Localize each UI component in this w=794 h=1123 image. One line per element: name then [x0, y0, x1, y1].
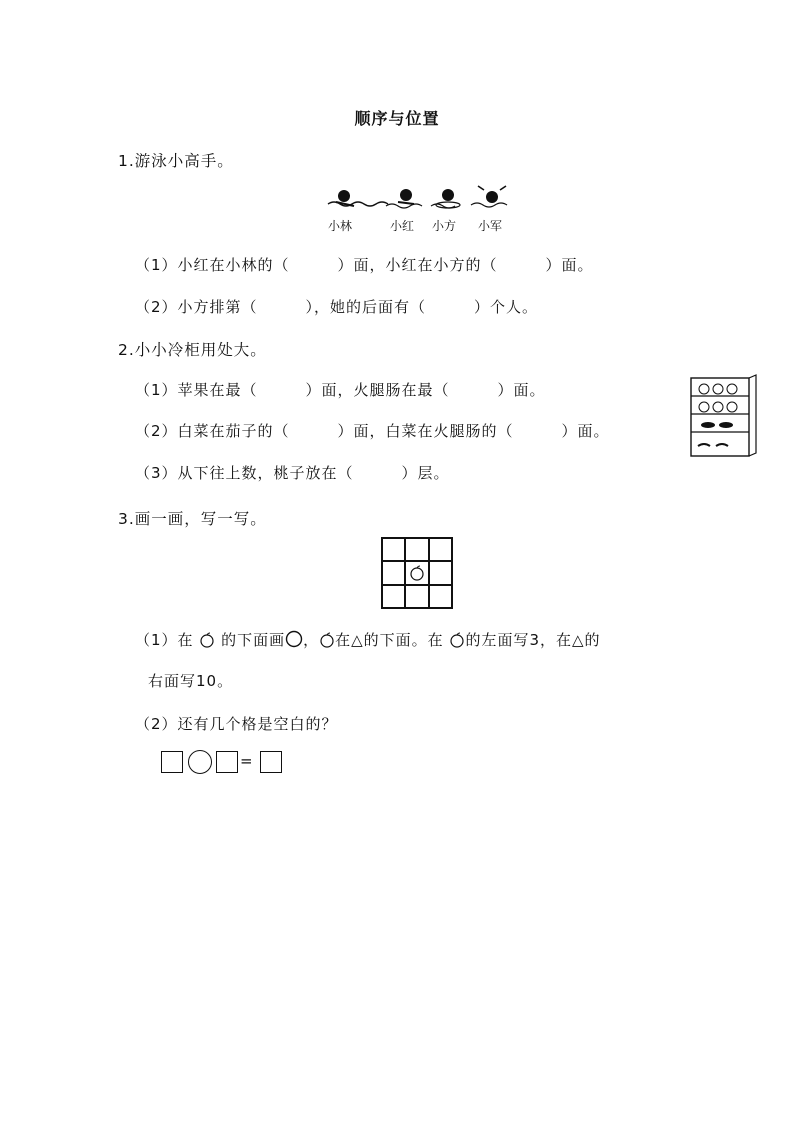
grid-cell: [382, 561, 405, 584]
swimmer-label-1: 小林: [328, 219, 353, 233]
answer-box-3[interactable]: [260, 751, 282, 773]
grid-cell-center: [405, 561, 428, 584]
apple-icon: [409, 565, 425, 581]
circle-icon: [285, 630, 303, 648]
swimmer-label-2: 小红: [390, 219, 415, 233]
swimmer-label-3: 小方: [432, 219, 457, 233]
question-1-item-2: （2）小方排第（ ），她的后面有（ ）个人。: [135, 298, 539, 316]
grid-cell: [429, 538, 452, 561]
question-2-item-1: （1）苹果在最（ ）面，火腿肠在最（ ）面。: [135, 381, 546, 399]
grid-cell: [405, 585, 428, 608]
apple-icon: [319, 632, 335, 648]
grid-cell: [429, 585, 452, 608]
question-3-heading: 3.画一画，写一写。: [118, 510, 267, 528]
grid-cell: [382, 538, 405, 561]
item-1-text-d: 在△的下面。在: [335, 631, 444, 649]
question-3-item-1: [135, 629, 601, 650]
question-3-item-1-line-2: 右面写10。: [148, 672, 234, 690]
question-2-item-2: （2）白菜在茄子的（ ）面，白菜在火腿肠的（ ）面。: [135, 422, 610, 440]
question-1-item-1: （1）小红在小林的（ ）面，小红在小方的（ ）面。: [135, 256, 594, 274]
apple-icon: [199, 632, 215, 648]
question-1-heading: 1.游泳小高手。: [118, 152, 234, 170]
operator-circle[interactable]: [188, 750, 212, 774]
answer-box-1[interactable]: [161, 751, 183, 773]
page-title: 顺序与位置: [354, 109, 440, 128]
apple-icon: [449, 632, 465, 648]
equals-sign: =: [240, 752, 254, 770]
item-1-text-c: ，: [303, 631, 320, 649]
grid-cell: [382, 585, 405, 608]
item-1-text-a: （1）在: [135, 631, 194, 649]
grid-cell: [405, 538, 428, 561]
item-1-text-b: 的下面画: [221, 631, 286, 649]
answer-box-2[interactable]: [216, 751, 238, 773]
question-2-item-3: （3）从下往上数，桃子放在（ ）层。: [135, 464, 450, 482]
swimmers-illustration: [326, 184, 516, 214]
grid-cell: [429, 561, 452, 584]
question-3-item-2: （2）还有几个格是空白的？: [135, 715, 338, 733]
fridge-illustration: [690, 374, 758, 458]
swimmer-label-4: 小军: [478, 219, 503, 233]
three-by-three-grid: [381, 537, 453, 609]
question-2-heading: 2.小小冷柜用处大。: [118, 341, 267, 359]
item-1-text-e: 的左面写3，在△的: [465, 631, 601, 649]
